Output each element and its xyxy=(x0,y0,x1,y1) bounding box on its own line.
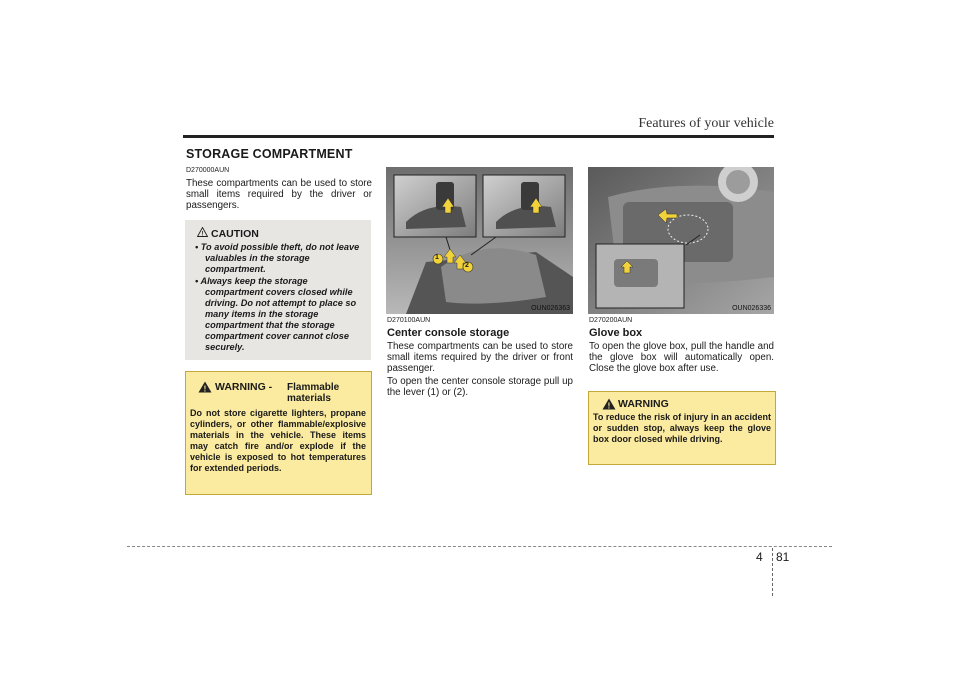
warning-subtitle: Flammable materials xyxy=(287,382,340,404)
caution-box xyxy=(185,220,371,360)
glove-box-para1: To open the glove box, pull the handle and the glove box will automatically open. Close the glove box after use. xyxy=(589,341,774,375)
warning-label: WARNING - xyxy=(215,381,273,393)
running-header-title: Features of your vehicle xyxy=(638,116,774,131)
footer-rule xyxy=(127,546,832,547)
caution-item: • Always keep the storage compartment covers closed while driving. Do not attempt to place so many items in the storage compartment that the storage compartment cover cannot close securely. xyxy=(195,276,357,352)
caution-title: CAUTION xyxy=(211,228,259,240)
center-console-photo xyxy=(386,167,573,314)
chapter-number: 4 xyxy=(756,550,763,564)
glove-box-photo xyxy=(588,167,774,314)
caution-triangle-icon xyxy=(197,227,208,237)
callout-1: 1 xyxy=(435,254,439,261)
caution-item-text: Always keep the storage compartment covers closed while driving. Do not attempt to place so many items in the storage compartment that the storage compartment cover cannot close securely. xyxy=(200,276,357,352)
section-intro: These compartments can be used to store small items required by the driver or passengers. xyxy=(186,178,372,212)
glove-box-illustration xyxy=(588,167,774,314)
warning-text: Do not store cigarette lighters, propane cylinders, or other flammable/explosive materials in the vehicle. These items may catch fire and/or explode if the vehicle is exposed to hot temperatures for extended periods. xyxy=(190,408,366,474)
callout-2: 2 xyxy=(465,262,469,269)
section-code: D270000AUN xyxy=(186,167,230,174)
svg-text:!: ! xyxy=(607,401,611,410)
page-number-divider xyxy=(772,548,773,596)
image-code: OUN026336 xyxy=(732,305,771,312)
section-title: STORAGE COMPARTMENT xyxy=(186,147,353,161)
header-rule xyxy=(183,135,774,138)
center-console-code: D270100AUN xyxy=(387,317,431,324)
center-console-title: Center console storage xyxy=(387,327,510,339)
svg-text:!: ! xyxy=(203,384,207,393)
caution-item-text: To avoid possible theft, do not leave valuables in the storage compartment. xyxy=(200,242,360,274)
warning-triangle-icon xyxy=(198,381,212,393)
caution-list xyxy=(189,242,367,354)
glove-box-code: D270200AUN xyxy=(589,317,633,324)
caution-item: • To avoid possible theft, do not leave valuables in the storage compartment. xyxy=(195,242,360,274)
image-code: OUN026363 xyxy=(531,305,570,312)
center-console-illustration xyxy=(386,167,573,314)
center-console-para1: These compartments can be used to store small items required by the driver or front passenger. xyxy=(387,341,573,375)
warning-text: To reduce the risk of injury in an accident or sudden stop, always keep the glove box door closed while driving. xyxy=(593,412,771,445)
warning-triangle-icon xyxy=(602,398,616,410)
svg-text:!: ! xyxy=(201,231,204,237)
page-number: 81 xyxy=(776,550,790,564)
glove-box-title: Glove box xyxy=(589,327,643,339)
warning-flammable-box xyxy=(185,371,372,495)
warning-glovebox-box xyxy=(588,391,776,465)
warning-label: WARNING xyxy=(618,398,669,410)
center-console-para2: To open the center console storage pull up the lever (1) or (2). xyxy=(387,376,573,399)
